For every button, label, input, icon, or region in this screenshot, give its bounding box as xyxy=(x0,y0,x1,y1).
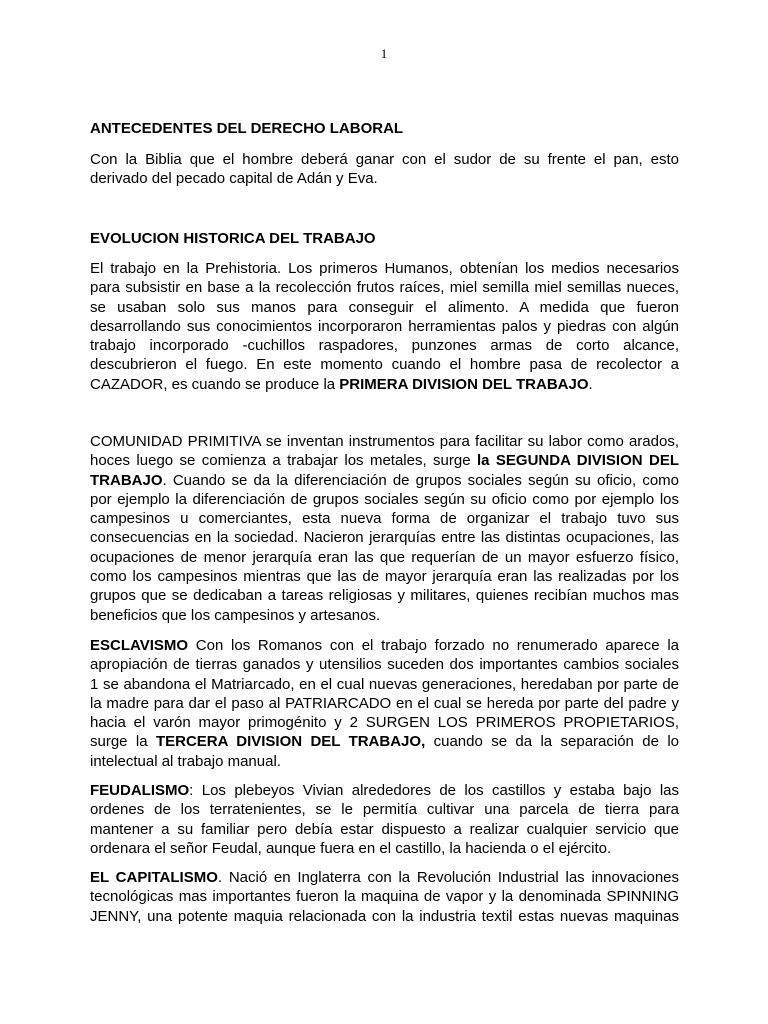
text-line: se usaban solo sus manos para conseguir el alimento. A medida que fueron xyxy=(90,298,679,316)
text-line: 1 se abandona el Matriarcado, en el cual nuevas generaciones, heredaban por parte de xyxy=(90,675,679,693)
text-line: ordenara el señor Feudal, aunque fuera en el castillo, la hacienda o el ejército. xyxy=(90,839,612,857)
bold-term: TRABAJO xyxy=(90,471,163,489)
text-line: consecuencias en la sociedad. Nacieron jerarquías entre las distintas ocupaciones, las xyxy=(90,529,679,547)
bold-term: TERCERA DIVISION DEL TRABAJO, xyxy=(155,733,426,751)
bold-term: PRIMERA DIVISION DEL TRABAJO xyxy=(339,375,589,393)
paragraph-feudalismo xyxy=(90,781,679,858)
text-line: descubrieron el fuego. En este momento cuando el hombre pasa de recolector a xyxy=(90,356,679,374)
paragraph-capitalismo xyxy=(90,868,679,926)
text-run: CAZADOR, es cuando se produce la xyxy=(90,375,340,393)
text-line xyxy=(90,868,679,887)
text-line: tecnológicas mas importantes fueron la maquina de vapor y la denominada SPINNING xyxy=(90,888,679,906)
text-line: grupos que se dedicaban a tareas religiosas y militares, quienes recibían muchos mas xyxy=(90,587,679,605)
text-line: derivado del pecado capital de Adán y Eva. xyxy=(90,170,378,188)
text-run: hoces luego se comienza a trabajar los metales, surge xyxy=(90,452,477,470)
text-line: JENNY, una potente maquia relacionada con la industria textil estas nuevas maquinas xyxy=(90,907,679,925)
paragraph-esclavismo xyxy=(90,636,679,771)
text-line: desarrollando sus conocimientos incorporaron herramientas palos y piedras con algún xyxy=(90,317,679,335)
text-line: como los campesinos mientras que las de mayor jerarquía eran las realizadas por los xyxy=(90,568,679,586)
bold-term: ESCLAVISMO xyxy=(90,637,189,654)
text-line xyxy=(90,451,679,470)
text-line: para subsistir en base a la recolección frutos raíces, miel semilla miel semillas nueces, xyxy=(90,279,679,297)
text-line: Con la Biblia que el hombre deberá ganar con el sudor de su frente el pan, esto xyxy=(90,151,679,168)
text-run: . Cuando se da la diferenciación de grupos sociales según su oficio, como xyxy=(162,471,679,489)
text-line: por ejemplo la diferenciación de grupos sociales según su oficio como por ejemplo los xyxy=(90,490,679,508)
text-line xyxy=(90,732,679,751)
section-heading-evolucion xyxy=(90,229,679,248)
text-line: la madre para dar el paso al PATRIARCADO en el cual se hereda por parte del padre y xyxy=(90,694,679,712)
section-heading-antecedentes xyxy=(90,119,679,138)
text-run: : Los plebeyos Vivian alrededores de los castillos y estaba bajo las xyxy=(189,782,679,799)
section-heading: EVOLUCION HISTORICA DEL TRABAJO xyxy=(90,230,376,247)
text-line: ocupaciones de menor jerarquía eran las que requerían de un mayor esfuerzo físico, xyxy=(90,548,679,566)
paragraph-intro xyxy=(90,150,679,189)
paragraph-comunidad-primitiva xyxy=(90,432,679,625)
text-run: . xyxy=(588,375,593,393)
text-line: campesinos u comerciantes, esta nueva forma de organizar el trabajo tuvo sus xyxy=(90,510,679,528)
paragraph-prehistoria xyxy=(90,259,679,394)
text-line: ordenes de los terratenientes, se le permitía cultivar una parcela de tierra para xyxy=(90,801,679,819)
text-run: Con los Romanos con el trabajo forzado no renumerado aparece la xyxy=(188,637,679,654)
text-line: trabajo incorporado -cuchillos raspadores, punzones armas de corto alcance, xyxy=(90,337,679,355)
text-line xyxy=(90,636,679,655)
text-line xyxy=(90,781,679,800)
text-line: El trabajo en la Prehistoria. Los primeros Humanos, obtenían los medios necesarios xyxy=(90,260,679,277)
bold-term: la SEGUNDA DIVISION DEL xyxy=(476,452,679,470)
text-line: beneficios que los campesinos y artesanos. xyxy=(90,606,381,624)
text-line: apropiación de tierras ganados y utensilios suceden dos importantes cambios sociales xyxy=(90,656,679,674)
text-line xyxy=(90,375,679,394)
bold-term: EL CAPITALISMO xyxy=(90,869,218,886)
text-run: . Nació en Inglaterra con la Revolución Industrial las innovaciones xyxy=(217,869,680,886)
text-line: intelectual al trabajo manual. xyxy=(90,752,281,770)
text-run: surge la xyxy=(90,733,156,751)
text-line: mantener a su familiar pero debía estar dispuesto a realizar cualquier servicio que xyxy=(90,820,679,838)
section-heading: ANTECEDENTES DEL DERECHO LABORAL xyxy=(90,120,404,137)
text-line xyxy=(90,471,679,490)
text-line: COMUNIDAD PRIMITIVA se inventan instrumentos para facilitar su labor como arados, xyxy=(90,433,679,450)
page-number: 1 xyxy=(380,46,388,61)
bold-term: FEUDALISMO xyxy=(90,782,190,799)
text-run: cuando se da la separación de lo xyxy=(425,733,679,751)
text-line: hacia el varón mayor primogénito y 2 SURGEN LOS PRIMEROS PROPIETARIOS, xyxy=(90,714,679,732)
